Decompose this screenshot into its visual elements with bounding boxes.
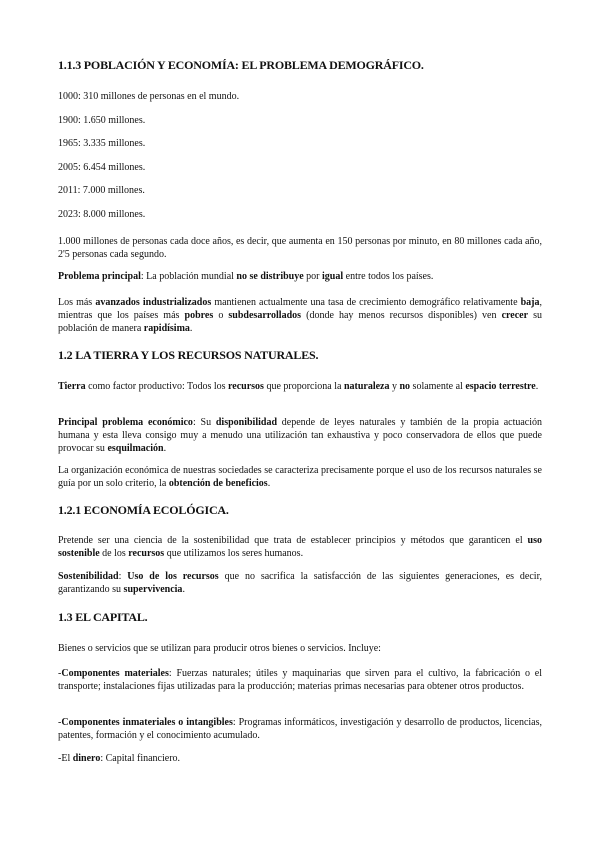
population-stat-2011: 2011: 7.000 millones.	[58, 185, 145, 196]
problem-paragraph: Problema principal: La población mundial no se distribuye por igual entre todos los países.	[58, 271, 434, 282]
section-heading-1-2: 1.2 LA TIERRA Y LOS RECURSOS NATURALES.	[58, 348, 319, 362]
tierra-paragraph: Tierra como factor productivo: Todos los recursos que proporciona la naturaleza y no solamente al espacio terrestre.	[58, 381, 539, 392]
population-stat-1965: 1965: 3.335 millones.	[58, 138, 146, 149]
pretende-paragraph: Pretende ser una ciencia de la sostenibilidad que trata de establecer principios y métodos que garanticen el uso sostenible de los recursos que utilizamos los seres humanos.	[58, 535, 542, 559]
population-stat-1000: 1000: 310 millones de personas en el mundo.	[58, 91, 240, 102]
growth-paragraph: 1.000 millones de personas cada doce años, es decir, que aumenta en 150 personas por minuto, en 80 millones cada año, 2'5 personas cada segundo.	[58, 236, 542, 260]
principal-problem-paragraph: Principal problema económico: Su disponibilidad depende de leyes naturales y también de la propia actuación humana y esta lleva consigo muy a menudo una utilización tan exhaustiva y poco conservadora de ellos que puede provocar su esquilmación.	[58, 417, 543, 454]
section-heading-1-3: 1.3 EL CAPITAL.	[58, 610, 148, 624]
population-stat-1900: 1900: 1.650 millones.	[58, 115, 146, 126]
material-components-paragraph: -Componentes materiales: Fuerzas naturales; útiles y maquinarias que sirven para el cultivo, la fabricación o el transporte; instalaciones fijas utilizadas para la producción; materias primas necesarias para obtener otros productos.	[58, 668, 543, 692]
capital-intro-paragraph: Bienes o servicios que se utilizan para producir otros bienes o servicios. Incluye:	[58, 643, 381, 654]
section-heading-1-2-1: 1.2.1 ECONOMÍA ECOLÓGICA.	[58, 503, 229, 517]
money-paragraph: -El dinero: Capital financiero.	[58, 753, 181, 764]
organization-paragraph: La organización económica de nuestras sociedades se caracteriza precisamente porque el uso de los recursos naturales se guía por un solo criterio, la obtención de beneficios.	[58, 465, 542, 489]
problem-label: Problema principal	[58, 271, 141, 282]
advanced-countries-paragraph: Los más avanzados industrializados mantienen actualmente una tasa de crecimiento demográfico relativamente baja, mientras que los países más pobres o subdesarrollados (donde hay menos recursos disponibles) ven crecer su población de manera rapidísima.	[58, 297, 543, 334]
intangible-components-paragraph: -Componentes inmateriales o intangibles: Programas informáticos, investigación y desarrollo de productos, licencias, patentes, formación y el conocimiento acumulado.	[58, 717, 542, 741]
sostenibilidad-paragraph: Sostenibilidad: Uso de los recursos que no sacrifica la satisfacción de las siguientes generaciones, es decir, garantizando su supervivencia.	[58, 571, 543, 595]
section-heading-1-1-3: 1.1.3 POBLACIÓN Y ECONOMÍA: EL PROBLEMA DEMOGRÁFICO.	[58, 58, 424, 72]
population-stat-2023: 2023: 8.000 millones.	[58, 209, 146, 220]
population-stat-2005: 2005: 6.454 millones.	[58, 162, 146, 173]
